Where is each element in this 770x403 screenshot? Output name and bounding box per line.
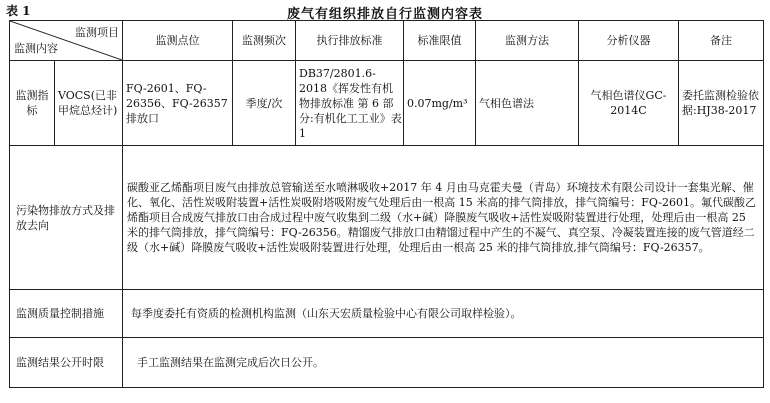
indicator-points: FQ-2601、FQ-26356、FQ-26357排放口 [123, 61, 233, 146]
quality-label: 监测质量控制措施 [10, 290, 123, 338]
header-point: 监测点位 [123, 21, 233, 61]
header-monitoring-item: 监测项目 [75, 26, 119, 39]
table-title: 废气有组织排放自行监测内容表 [286, 7, 483, 22]
header-method: 监测方法 [476, 21, 579, 61]
indicator-standard: DB37/2801.6-2018《挥发性有机物排放标准 第 6 部分:有机化工工业》表 1 [296, 61, 404, 146]
emission-label: 污染物排放方式及排放去向 [10, 146, 123, 290]
indicator-label: 监测指标 [10, 61, 55, 146]
header-frequency: 监测频次 [233, 21, 296, 61]
indicator-limit: 0.07mg/m³ [404, 61, 476, 146]
indicator-row [10, 61, 764, 146]
indicator-method: 气相色谱法 [476, 61, 579, 146]
header-limit: 标准限值 [404, 21, 476, 61]
header-note: 备注 [679, 21, 764, 61]
header-standard: 执行排放标准 [296, 21, 404, 61]
disclosure-row [10, 338, 764, 388]
emission-row [10, 146, 764, 290]
quality-row [10, 290, 764, 338]
indicator-frequency: 季度/次 [233, 61, 296, 146]
header-row [10, 21, 764, 61]
emission-text: 碳酸亚乙烯酯项目废气由排放总管输送至水喷淋吸收+2017 年 4 月由马克霍夫曼（青岛）环境技术有限公司设计一套集光解、催化、氧化、活性炭吸附装置+活性炭吸附塔吸附废气处理后由一根高 15 米高的排气筒排放，排气筒编号：FQ-2601。氟代碳酸乙烯酯项目合成废气排放口由合成过程中废气收集到二级（水+碱）降膜废气吸收+活性炭吸附装置进行处理，处理后由一根高 25 米的排气筒排放，排气筒编号：FQ-26356。精馏废气排放口由精馏过程中产生的不凝气、真空泵、冷凝装置连接的废气管道经二级（水+碱）降膜废气吸收+活性炭吸附装置进行处理，处理后由一根高 25 米的排气筒排放,排气筒编号：FQ-26357。 [123, 146, 764, 290]
diagonal-header-cell [10, 21, 123, 61]
quality-text: 每季度委托有资质的检测机构监测（山东天宏质量检验中心有限公司取样检验）。 [123, 290, 764, 338]
indicator-note: 委托监测检验依据:HJ38-2017 [679, 61, 764, 146]
header-instrument: 分析仪器 [579, 21, 679, 61]
disclosure-text: 手工监测结果在监测完成后次日公开。 [123, 338, 764, 388]
indicator-item: VOCS(已非甲烷总烃计) [55, 61, 123, 146]
monitoring-table [9, 20, 764, 388]
disclosure-label: 监测结果公开时限 [10, 338, 123, 388]
indicator-instrument: 气相色谱仪GC-2014C [579, 61, 679, 146]
table-number: 表 1 [6, 4, 31, 18]
header-monitoring-content: 监测内容 [14, 42, 58, 55]
